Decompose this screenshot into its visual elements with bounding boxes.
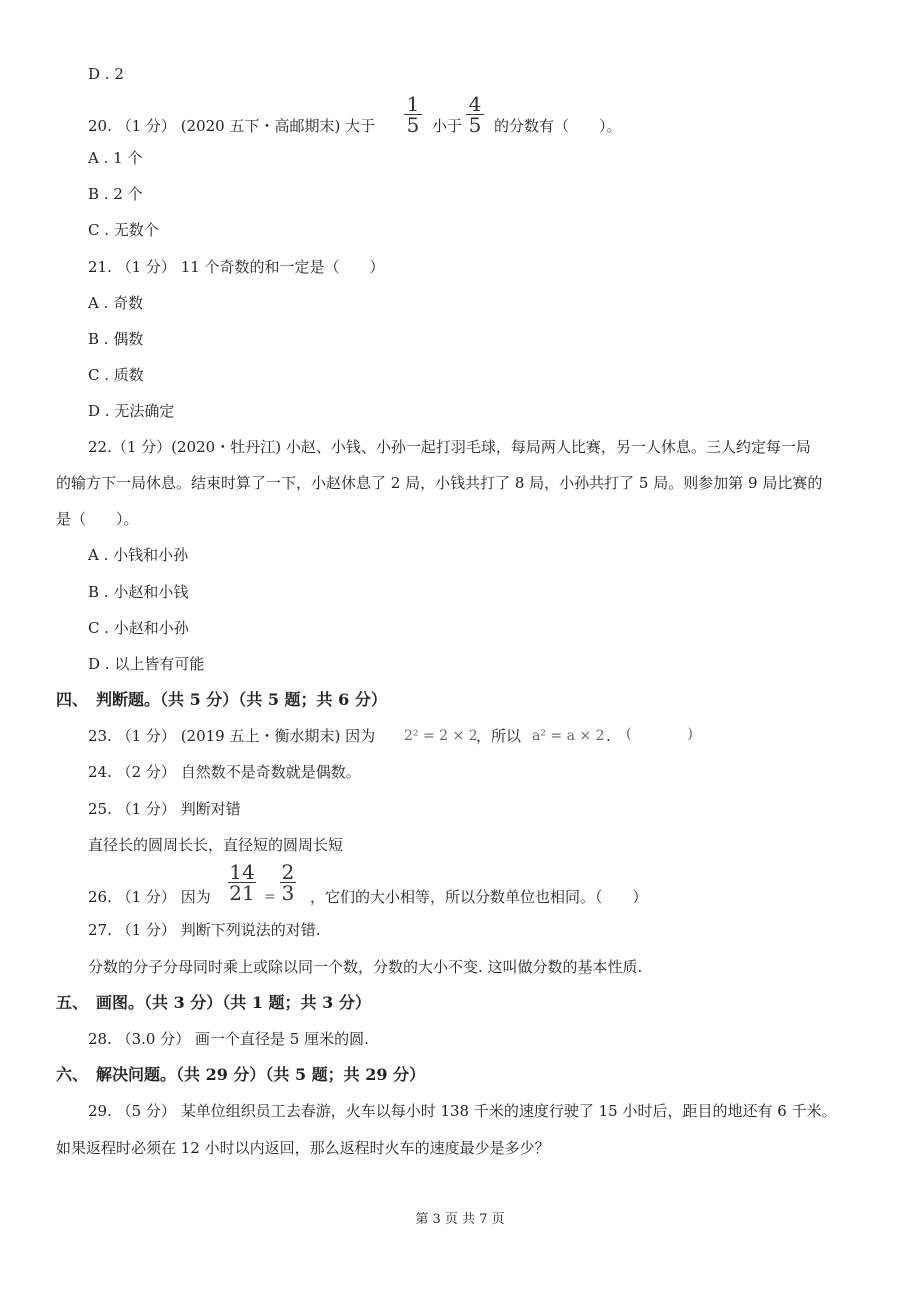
option-c-q20: C . 无数个	[88, 221, 159, 239]
fraction-denominator: 21	[229, 881, 255, 905]
question-20-prefix: 20. （1 分） (2020 五下・高邮期末) 大于	[88, 117, 376, 135]
question-22-line-2: 的输方下一局休息。结束时算了一下，小赵休息了 2 局，小钱共打了 8 局，小孙共打了 5 局。则参加第 9 局比赛的	[56, 474, 823, 492]
question-22-line-3: 是（ ）。	[56, 510, 139, 528]
option-c-q21: C . 质数	[88, 366, 144, 384]
option-a-q21: A . 奇数	[88, 294, 144, 312]
fraction-1-5	[404, 94, 422, 135]
option-d-q19: D . 2	[88, 65, 124, 83]
fraction-14-21	[228, 862, 256, 903]
question-23-middle: ，所以	[476, 727, 522, 745]
fraction-2-3	[280, 862, 296, 903]
section-5-heading: 五、 画图。（共 3 分）（共 1 题；共 3 分）	[56, 993, 371, 1012]
question-26-suffix: ，它们的大小相等，所以分数单位也相同。（ ）	[310, 888, 648, 906]
equals-sign: =	[264, 889, 276, 905]
question-25-statement: 直径长的圆周长长，直径短的圆周长短	[88, 836, 344, 854]
option-b-q22: B . 小赵和小钱	[88, 583, 189, 601]
fraction-denominator: 5	[406, 113, 420, 137]
fraction-denominator: 3	[281, 881, 295, 905]
fraction-denominator: 5	[468, 113, 482, 137]
question-20-suffix: 的分数有（ ）。	[494, 117, 622, 135]
option-d-q22: D . 以上皆有可能	[88, 655, 205, 673]
math-expression-1: 2² = 2 × 2	[404, 728, 478, 744]
fraction-numerator: 4	[468, 92, 482, 116]
question-26-prefix: 26. （1 分） 因为	[88, 888, 211, 906]
question-23-prefix: 23. （1 分） (2019 五上・衡水期末) 因为	[88, 727, 376, 745]
math-expression-2: a² = a × 2	[532, 728, 605, 744]
question-27: 27. （1 分） 判断下列说法的对错.	[88, 921, 321, 939]
option-d-q21: D . 无法确定	[88, 402, 175, 420]
answer-parentheses: ( )	[626, 726, 693, 742]
question-27-statement: 分数的分子分母同时乘上或除以同一个数，分数的大小不变. 这叫做分数的基本性质.	[88, 958, 643, 976]
section-6-heading: 六、 解决问题。（共 29 分）（共 5 题；共 29 分）	[56, 1065, 426, 1084]
option-a-q20: A . 1 个	[88, 149, 143, 167]
fraction-numerator: 14	[229, 860, 255, 884]
option-a-q22: A . 小钱和小孙	[88, 546, 189, 564]
question-24: 24. （2 分） 自然数不是奇数就是偶数。	[88, 763, 361, 781]
page-footer: 第 3 页 共 7 页	[415, 1212, 505, 1227]
question-21: 21. （1 分） 11 个奇数的和一定是（ ）	[88, 258, 385, 276]
question-25: 25. （1 分） 判断对错	[88, 800, 241, 818]
fraction-numerator: 1	[406, 92, 420, 116]
question-29-line-1: 29. （5 分） 某单位组织员工去春游，火车以每小时 138 千米的速度行驶了 15 小时后，距目的地还有 6 千米。	[88, 1102, 837, 1120]
question-29-line-2: 如果返程时必须在 12 小时以内返回，那么返程时火车的速度最少是多少？	[56, 1139, 550, 1157]
question-20-middle: 小于	[432, 117, 463, 135]
fraction-4-5	[466, 94, 484, 135]
section-4-heading: 四、 判断题。（共 5 分）（共 5 题；共 6 分）	[56, 690, 387, 709]
question-22-line-1: 22.（1 分）(2020・牡丹江) 小赵、小钱、小孙一起打羽毛球，每局两人比赛，另一人休息。三人约定每一局	[88, 438, 811, 456]
question-23-period: .	[606, 727, 611, 745]
option-b-q20: B . 2 个	[88, 185, 143, 203]
fraction-numerator: 2	[281, 860, 295, 884]
option-b-q21: B . 偶数	[88, 330, 144, 348]
question-28: 28. （3.0 分） 画一个直径是 5 厘米的圆.	[88, 1030, 369, 1048]
option-c-q22: C . 小赵和小孙	[88, 619, 189, 637]
